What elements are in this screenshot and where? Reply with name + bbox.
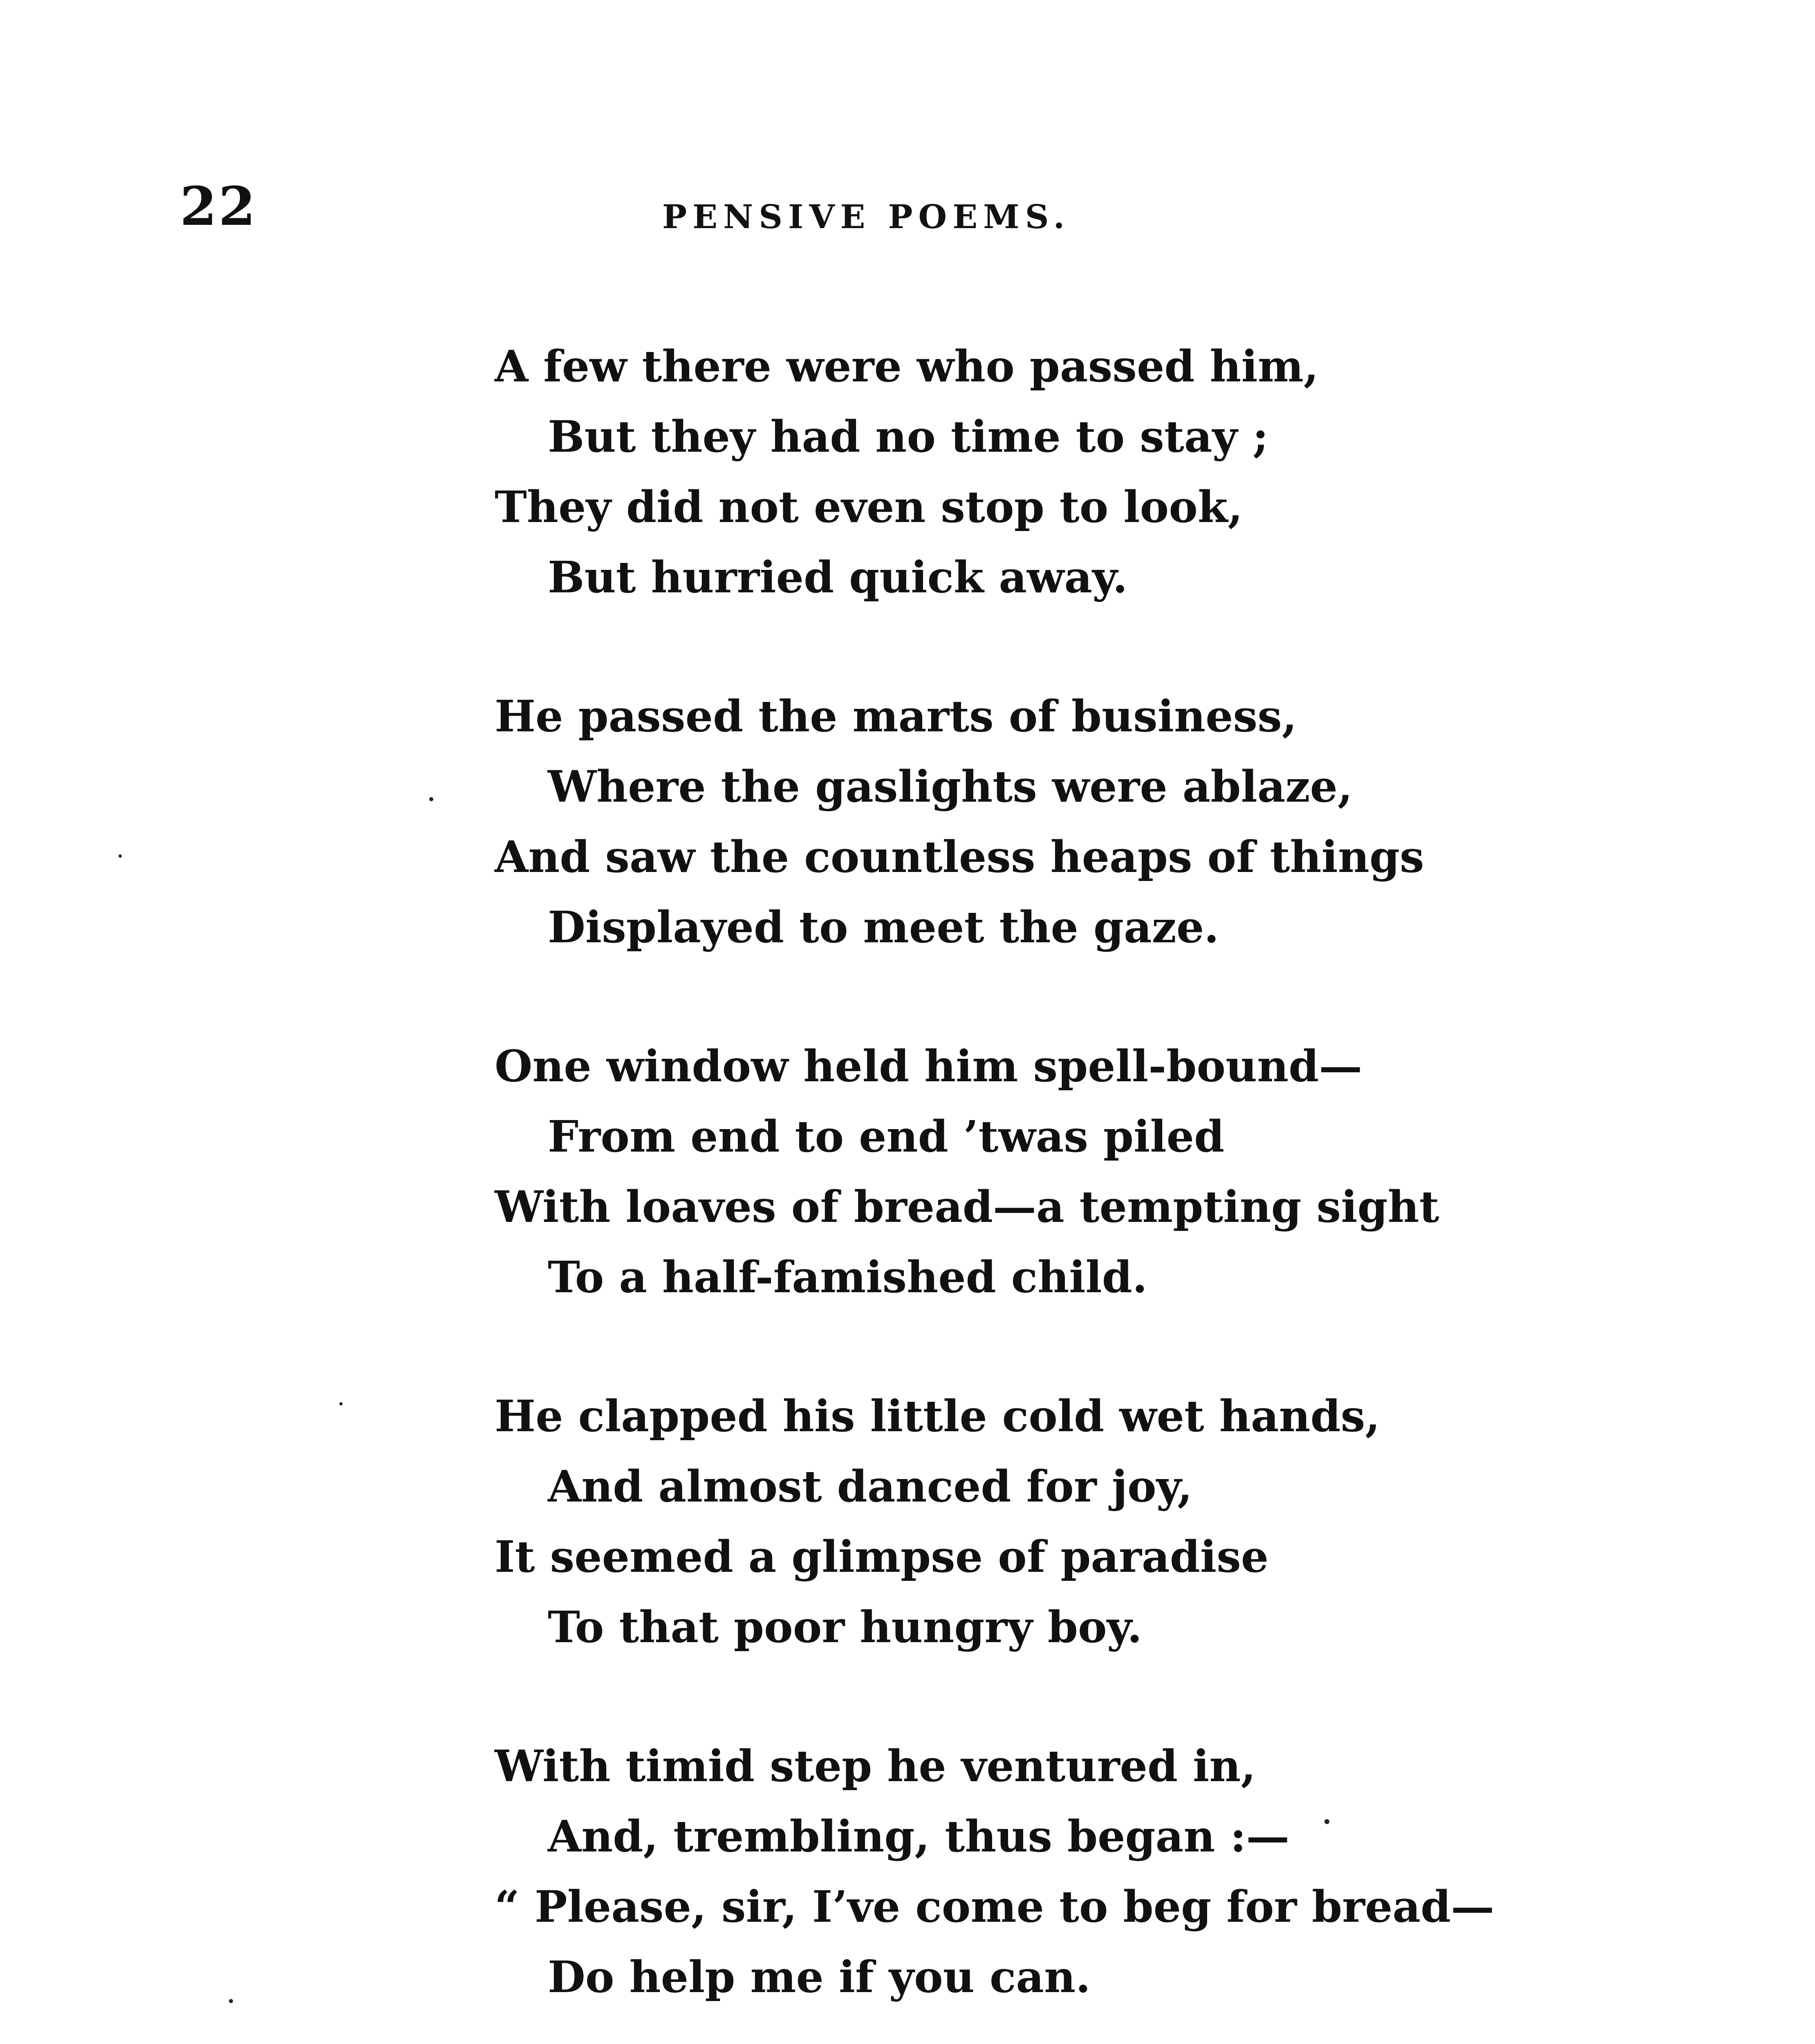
stanza [495,1381,1517,1662]
poem-line: They did not even stop to look, [495,481,1243,532]
poem-line: Displayed to meet the gaze. [548,901,1219,953]
poem-line: But hurried quick away. [548,551,1128,603]
scan-speck [339,1402,343,1405]
stanza [495,331,1517,612]
poem-line: With timid step he ventured in, [495,1740,1256,1791]
scan-speck [429,797,433,801]
page-number: 22 [180,175,257,238]
poem-line: To that poor hungry boy. [548,1601,1142,1652]
stanza [495,1731,1517,2012]
scan-speck [229,1999,233,2003]
poem-line: It seemed a glimpse of paradise [495,1531,1269,1582]
poem-line: One window held him spell-bound— [495,1040,1362,1091]
scan-speck [1324,1819,1329,1824]
stanza [495,681,1517,962]
poem-line: To a half-famished child. [548,1251,1147,1302]
stanza [495,1031,1517,1312]
poem [495,331,1517,2044]
running-head: PENSIVE POEMS. [662,197,1071,236]
poem-line: A few there were who passed him, [495,341,1319,392]
poem-line: He clapped his little cold wet hands, [495,1390,1380,1441]
poem-line: And almost danced for joy, [548,1461,1193,1512]
poem-line: Do help me if you can. [548,1951,1091,2002]
poem-line: And, trembling, thus began :— [548,1811,1290,1862]
poem-line: “ Please, sir, I’ve come to beg for bread— [495,1881,1495,1932]
poem-line: Where the gaslights were ablaze, [548,761,1353,812]
poem-line: He passed the marts of business, [495,690,1297,742]
scan-speck [119,854,122,858]
poem-line: But they had no time to stay ; [548,411,1269,462]
poem-line: And saw the countless heaps of things [495,831,1424,882]
poem-line: From end to end ’twas piled [548,1111,1225,1162]
poem-line: With loaves of bread—a tempting sight [495,1181,1439,1232]
